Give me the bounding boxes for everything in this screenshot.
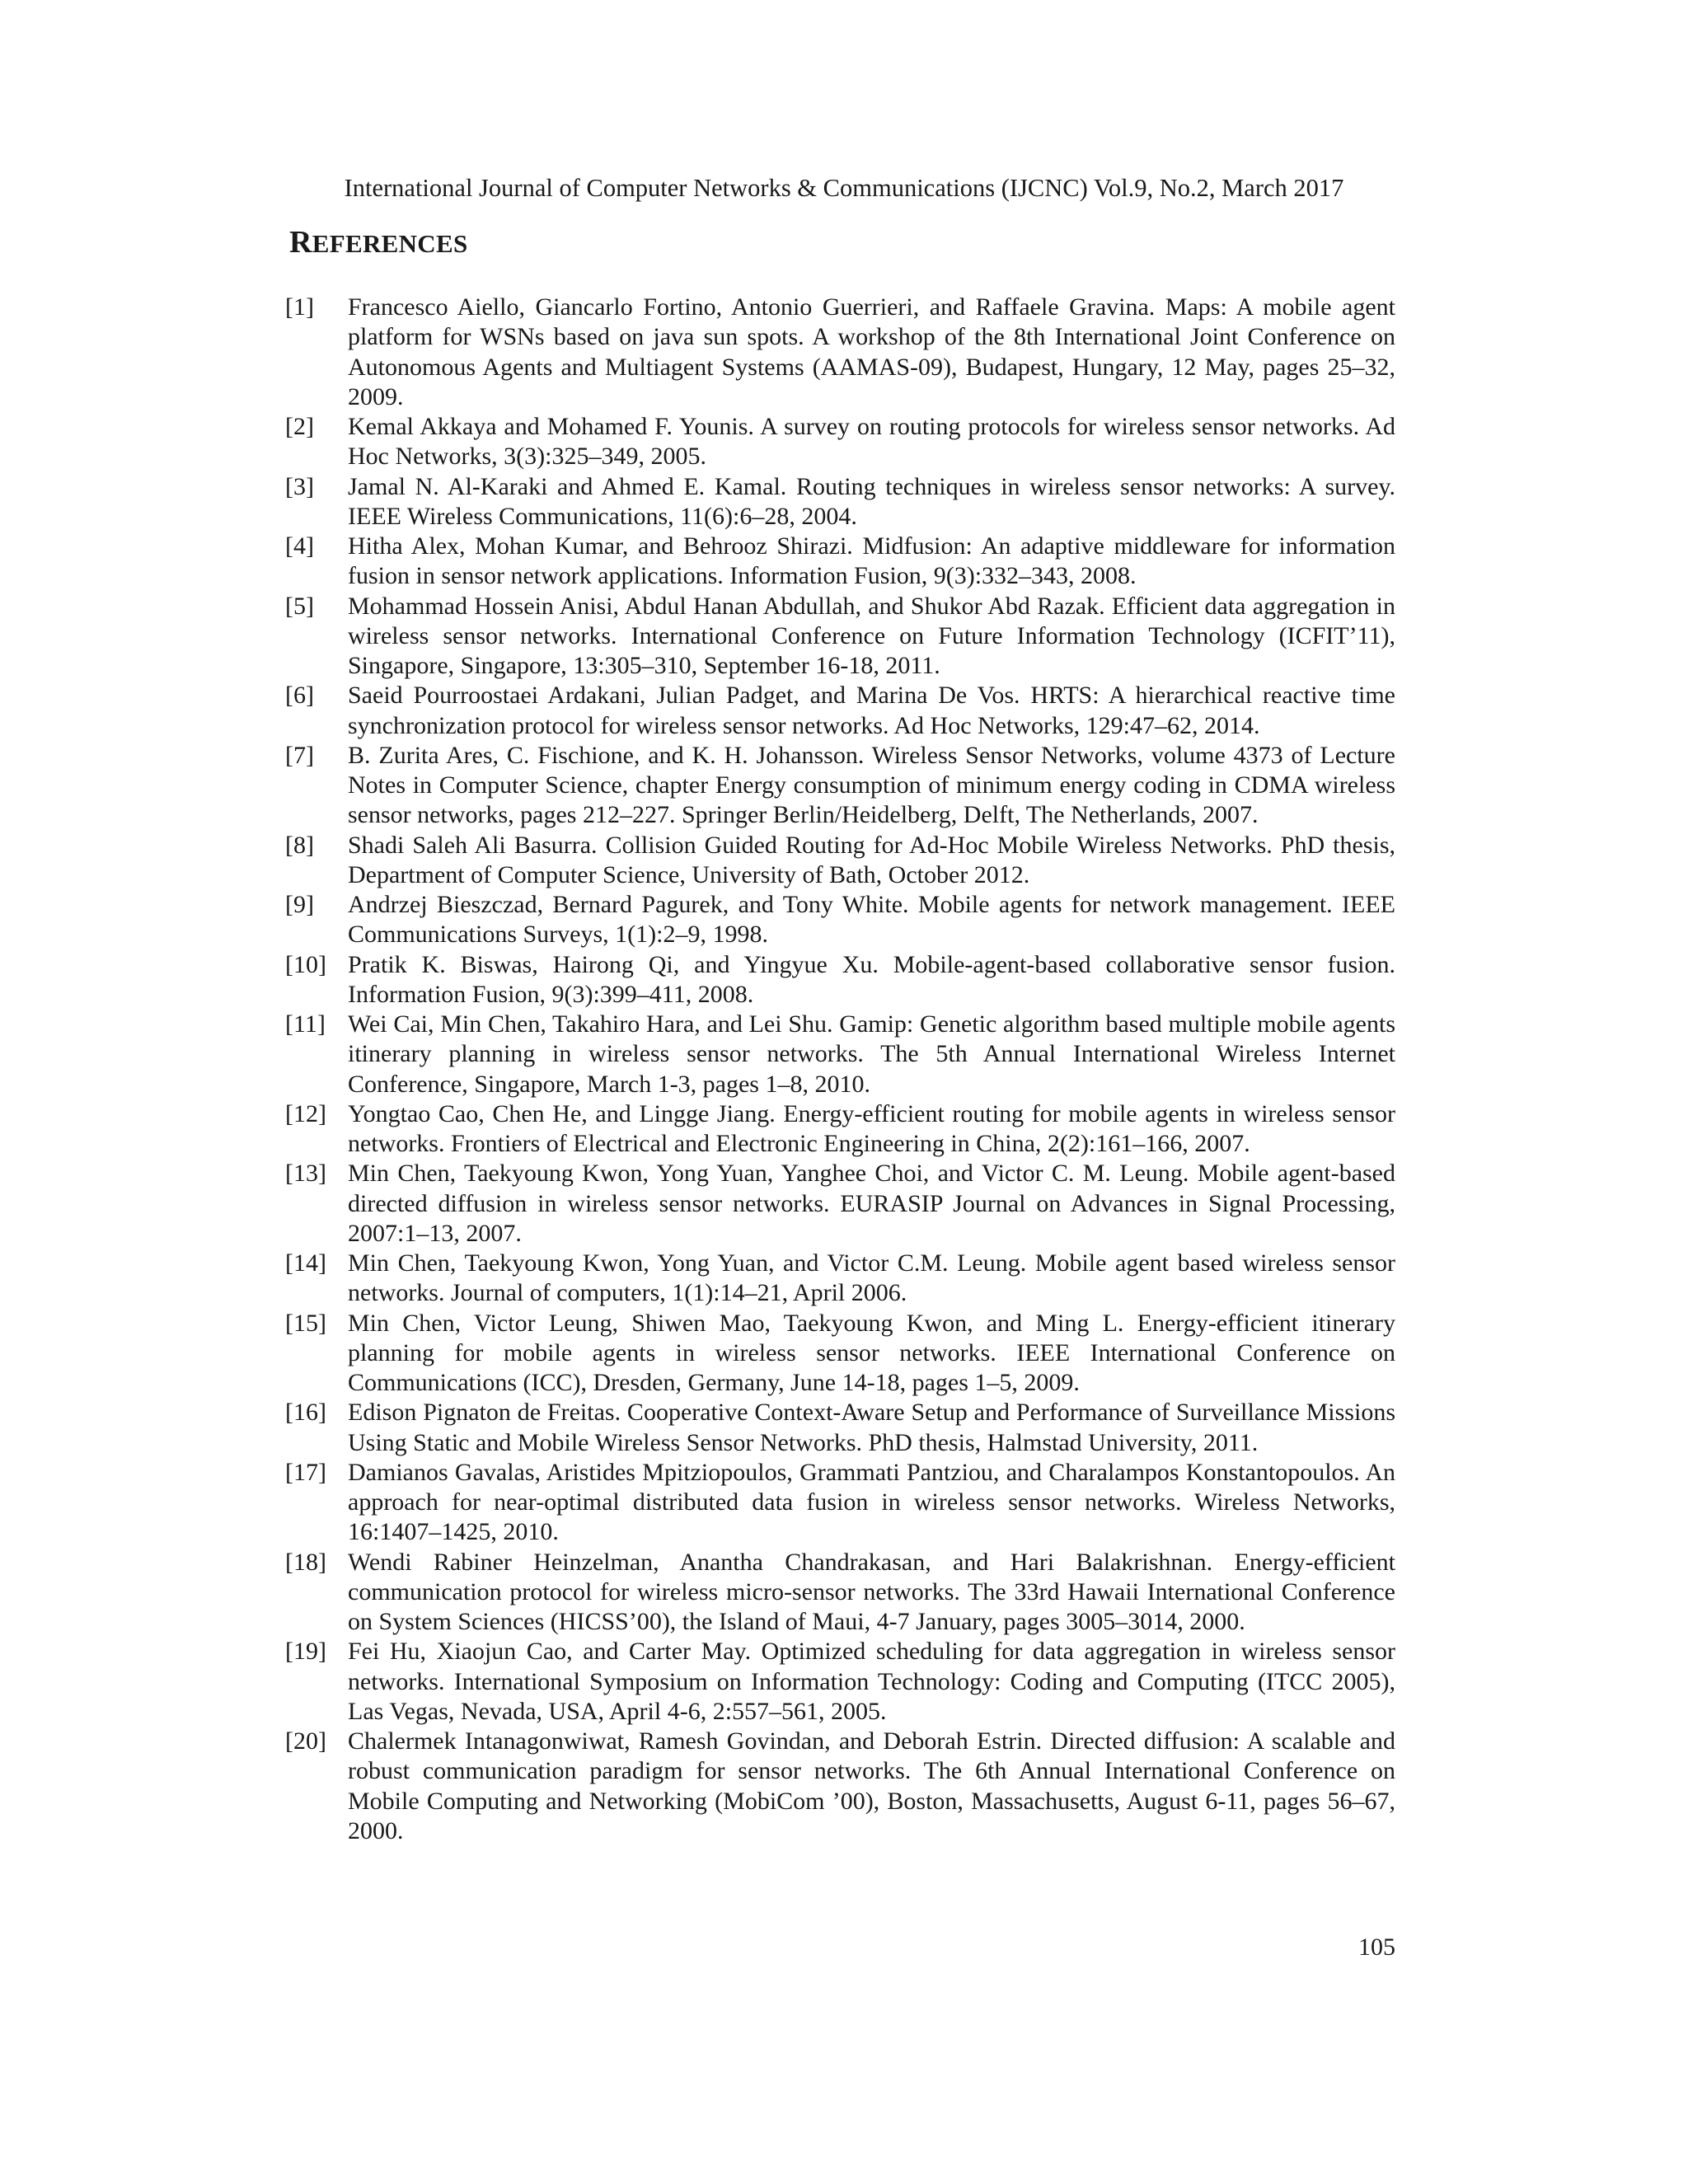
reference-text: Saeid Pourroostaei Ardakani, Julian Padget, and Marina De Vos. HRTS: A hierarchical reactive time synchronization protocol for wireless sensor networks. Ad Hoc Networks, 129:47–62, 2014. [348, 682, 1395, 739]
reference-text: Shadi Saleh Ali Basurra. Collision Guided Routing for Ad-Hoc Mobile Wireless Networks. PhD thesis, Department of Computer Science, University of Bath, October 2012. [348, 831, 1395, 888]
reference-item [285, 950, 1395, 1010]
reference-item [285, 1727, 1395, 1846]
reference-number: [4] [285, 532, 314, 560]
reference-text: Damianos Gavalas, Aristides Mpitziopoulos, Grammati Pantziou, and Charalampos Konstantopoulos. An approach for near-optimal distributed data fusion in wireless sensor networks. Wireless Networks, 16:1407–1425, 2010. [348, 1458, 1395, 1546]
section-heading-initial: R [289, 225, 312, 260]
reference-number: [19] [285, 1638, 326, 1666]
reference-number: [9] [285, 891, 314, 918]
reference-number: [17] [285, 1458, 326, 1486]
reference-text: Jamal N. Al-Karaki and Ahmed E. Kamal. Routing techniques in wireless sensor networks: A survey. IEEE Wireless Communications, 11(6):6–28, 2004. [348, 472, 1395, 530]
reference-text: Andrzej Bieszczad, Bernard Pagurek, and Tony White. Mobile agents for network management. IEEE Communications Surveys, 1(1):2–9, 1998. [348, 891, 1395, 949]
section-heading-rest: EFERENCES [312, 229, 468, 258]
reference-text: Edison Pignaton de Freitas. Cooperative Context-Aware Setup and Performance of Surveillance Missions Using Static and Mobile Wireless Sensor Networks. PhD thesis, Halmstad University, 2011. [348, 1399, 1395, 1456]
reference-item [285, 412, 1395, 472]
reference-number: [10] [285, 950, 326, 978]
reference-item [285, 1309, 1395, 1399]
reference-text: Wei Cai, Min Chen, Takahiro Hara, and Lei Shu. Gamip: Genetic algorithm based multiple mobile agents itinerary planning in wireless sensor networks. The 5th Annual International Wireless Internet Conference, Singapore, March 1-3, pages 1–8, 2010. [348, 1010, 1395, 1098]
reference-text: B. Zurita Ares, C. Fischione, and K. H. Johansson. Wireless Sensor Networks, volume 4373 of Lecture Notes in Computer Science, chapter Energy consumption of minimum energy coding in CDMA wireless sensor networks, pages 212–227. Springer Berlin/Heidelberg, Delft, The Netherlands, 2007. [348, 741, 1395, 829]
reference-number: [7] [285, 741, 314, 769]
reference-item [285, 293, 1395, 412]
reference-item [285, 1099, 1395, 1160]
reference-number: [2] [285, 413, 314, 440]
reference-item [285, 890, 1395, 950]
reference-item [285, 1249, 1395, 1309]
running-header: International Journal of Computer Networks & Communications (IJCNC) Vol.9, No.2, March 2017 [344, 174, 1344, 202]
reference-item [285, 1637, 1395, 1727]
reference-item [285, 472, 1395, 532]
reference-text: Min Chen, Victor Leung, Shiwen Mao, Taekyoung Kwon, and Ming L. Energy-efficient itinerary planning for mobile agents in wireless sensor networks. IEEE International Conference on Communications (ICC), Dresden, Germany, June 14-18, pages 1–5, 2009. [348, 1309, 1395, 1396]
section-heading-references [289, 223, 468, 264]
page-number: 105 [1358, 1933, 1395, 1961]
reference-text: Chalermek Intanagonwiwat, Ramesh Govindan, and Deborah Estrin. Directed diffusion: A scalable and robust communication paradigm for sensor networks. The 6th Annual International Conference on Mobile Computing and Networking (MobiCom ’00), Boston, Massachusetts, August 6-11, pages 56–67, 2000. [348, 1727, 1395, 1844]
reference-text: Hitha Alex, Mohan Kumar, and Behrooz Shirazi. Midfusion: An adaptive middleware for information fusion in sensor network applications. Information Fusion, 9(3):332–343, 2008. [348, 532, 1395, 590]
reference-text: Pratik K. Biswas, Hairong Qi, and Yingyue Xu. Mobile-agent-based collaborative sensor fusion. Information Fusion, 9(3):399–411, 2008. [348, 950, 1395, 1008]
reference-number: [13] [285, 1160, 326, 1188]
reference-number: [16] [285, 1399, 326, 1427]
reference-item [285, 681, 1395, 741]
reference-text: Min Chen, Taekyoung Kwon, Yong Yuan, and Victor C.M. Leung. Mobile agent based wireless sensor networks. Journal of computers, 1(1):14–21, April 2006. [348, 1249, 1395, 1307]
reference-number: [3] [285, 472, 314, 500]
reference-number: [1] [285, 293, 314, 321]
reference-text: Min Chen, Taekyoung Kwon, Yong Yuan, Yanghee Choi, and Victor C. M. Leung. Mobile agent-based directed diffusion in wireless sensor networks. EURASIP Journal on Advances in Signal Processing, 2007:1–13, 2007. [348, 1160, 1395, 1247]
reference-text: Yongtao Cao, Chen He, and Lingge Jiang. Energy-efficient routing for mobile agents in wireless sensor networks. Frontiers of Electrical and Electronic Engineering in China, 2(2):161–166, 2007. [348, 1099, 1395, 1157]
reference-text: Fei Hu, Xiaojun Cao, and Carter May. Optimized scheduling for data aggregation in wireless sensor networks. International Symposium on Information Technology: Coding and Computing (ITCC 2005), Las Vegas, Nevada, USA, April 4-6, 2:557–561, 2005. [348, 1638, 1395, 1725]
reference-item [285, 831, 1395, 891]
reference-number: [5] [285, 592, 314, 620]
reference-number: [12] [285, 1099, 326, 1127]
reference-text: Mohammad Hossein Anisi, Abdul Hanan Abdullah, and Shukor Abd Razak. Efficient data aggregation in wireless sensor networks. International Conference on Future Information Technology (ICFIT’11), Singapore, Singapore, 13:305–310, September 16-18, 2011. [348, 592, 1395, 679]
reference-item [285, 741, 1395, 831]
reference-number: [8] [285, 831, 314, 859]
reference-item [285, 592, 1395, 682]
reference-item [285, 1398, 1395, 1458]
reference-number: [20] [285, 1727, 326, 1755]
reference-item [285, 1458, 1395, 1548]
reference-number: [18] [285, 1548, 326, 1576]
reference-item [285, 532, 1395, 592]
reference-item [285, 1159, 1395, 1249]
reference-item [285, 1010, 1395, 1099]
reference-number: [15] [285, 1309, 326, 1337]
reference-text: Francesco Aiello, Giancarlo Fortino, Antonio Guerrieri, and Raffaele Gravina. Maps: A mobile agent platform for WSNs based on java sun spots. A workshop of the 8th International Joint Conference on Autonomous Agents and Multiagent Systems (AAMAS-09), Budapest, Hungary, 12 May, pages 25–32, 2009. [348, 293, 1395, 410]
reference-number: [6] [285, 682, 314, 710]
reference-text: Wendi Rabiner Heinzelman, Anantha Chandrakasan, and Hari Balakrishnan. Energy-efficient communication protocol for wireless micro-sensor networks. The 33rd Hawaii International Conference on System Sciences (HICSS’00), the Island of Maui, 4-7 January, pages 3005–3014, 2000. [348, 1548, 1395, 1635]
reference-number: [14] [285, 1249, 326, 1277]
reference-item [285, 1548, 1395, 1638]
reference-number: [11] [285, 1010, 326, 1038]
reference-list [285, 293, 1395, 1846]
reference-text: Kemal Akkaya and Mohamed F. Younis. A survey on routing protocols for wireless sensor networks. Ad Hoc Networks, 3(3):325–349, 2005. [348, 413, 1395, 471]
